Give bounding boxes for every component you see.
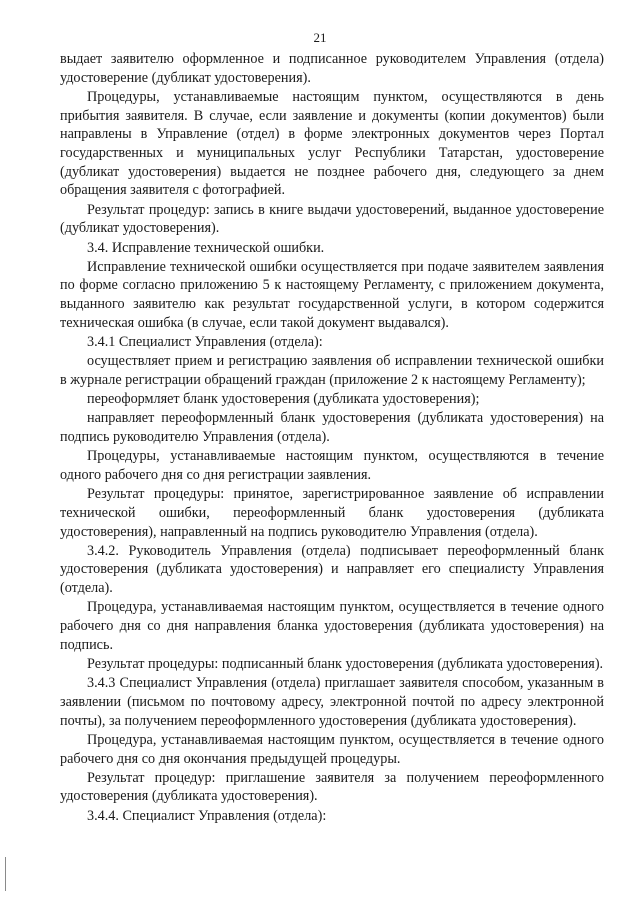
paragraph: Процедуры, устанавливаемые настоящим пунктом, осуществляются в течение одного рабочего дня со дня регистрации заявления. <box>60 448 604 483</box>
paragraph: Процедура, устанавливаемая настоящим пунктом, осуществляется в течение одного рабочего дня со дня направления бланка удостоверения (дубликата удостоверения) на подпись. <box>60 599 604 653</box>
paragraph: осуществляет прием и регистрацию заявления об исправлении технической ошибки в журнале регистрации обращений граждан (приложение 2 к настоящему Регламенту); <box>60 353 604 388</box>
paragraph: 3.4.1 Специалист Управления (отдела): <box>87 334 323 351</box>
paragraph: Результат процедур: запись в книге выдачи удостоверений, выданное удостоверение (дубликат удостоверения). <box>60 201 604 237</box>
document-body <box>60 50 604 826</box>
paragraph: направляет переоформленный бланк удостоверения (дубликата удостоверения) на подпись руководителю Управления (отдела). <box>60 410 604 446</box>
paragraph: 3.4.2. Руководитель Управления (отдела) подписывает переоформленный бланк удостоверения (дубликата удостоверения) и направляет его специалисту Управления (отдела). <box>60 542 604 597</box>
paragraph: Результат процедур: приглашение заявителя за получением переоформленного удостоверения (дубликата удостоверения). <box>60 769 604 805</box>
scan-margin-mark <box>5 857 6 891</box>
paragraph: Результат процедуры: подписанный бланк удостоверения (дубликата удостоверения). <box>87 656 604 672</box>
paragraph: Исправление технической ошибки осуществляется при подаче заявителем заявления по форме согласно приложению 5 к настоящему Регламенту, с приложением документа, выданного заявителю как результат государственной услуги, в котором содержится техническая ошибка (в случае, если такой документ выдавался). <box>60 258 604 331</box>
page-number: 21 <box>313 30 327 45</box>
paragraph: 3.4.4. Специалист Управления (отдела): <box>87 807 327 824</box>
paragraph: 3.4. Исправление технической ошибки. <box>87 239 325 256</box>
paragraph: Результат процедуры: принятое, зарегистрированное заявление об исправлении технической ошибки, переоформленный бланк удостоверения (дубликата удостоверения), направленный на подпись руководителю Управления (отдела). <box>60 486 604 540</box>
paragraph: Процедура, устанавливаемая настоящим пунктом, осуществляется в течение одного рабочего дня со дня окончания предыдущей процедуры. <box>60 731 604 767</box>
paragraph: 3.4.3 Специалист Управления (отдела) приглашает заявителя способом, указанным в заявлении (письмом по почтовому адресу, электронной почтой по адресу электронной почты), за получением переоформленного удостоверения (дубликата удостоверения). <box>60 675 604 729</box>
paragraph: выдает заявителю оформленное и подписанное руководителем Управления (отдела) удостоверение (дубликат удостоверения). <box>60 51 604 86</box>
paragraph: Процедуры, устанавливаемые настоящим пунктом, осуществляются в день прибытия заявителя. В случае, если заявление и документы (копии документов) были направлены в Управление (отдел) в форме электронных документов через Портал государственных и муниципальных услуг Республики Татарстан, удостоверение (дубликат удостоверения) выдается не позднее рабочего дня, следующего за днем обращения заявителя с фотографией. <box>60 88 604 199</box>
paragraph: переоформляет бланк удостоверения (дубликата удостоверения); <box>87 391 480 408</box>
